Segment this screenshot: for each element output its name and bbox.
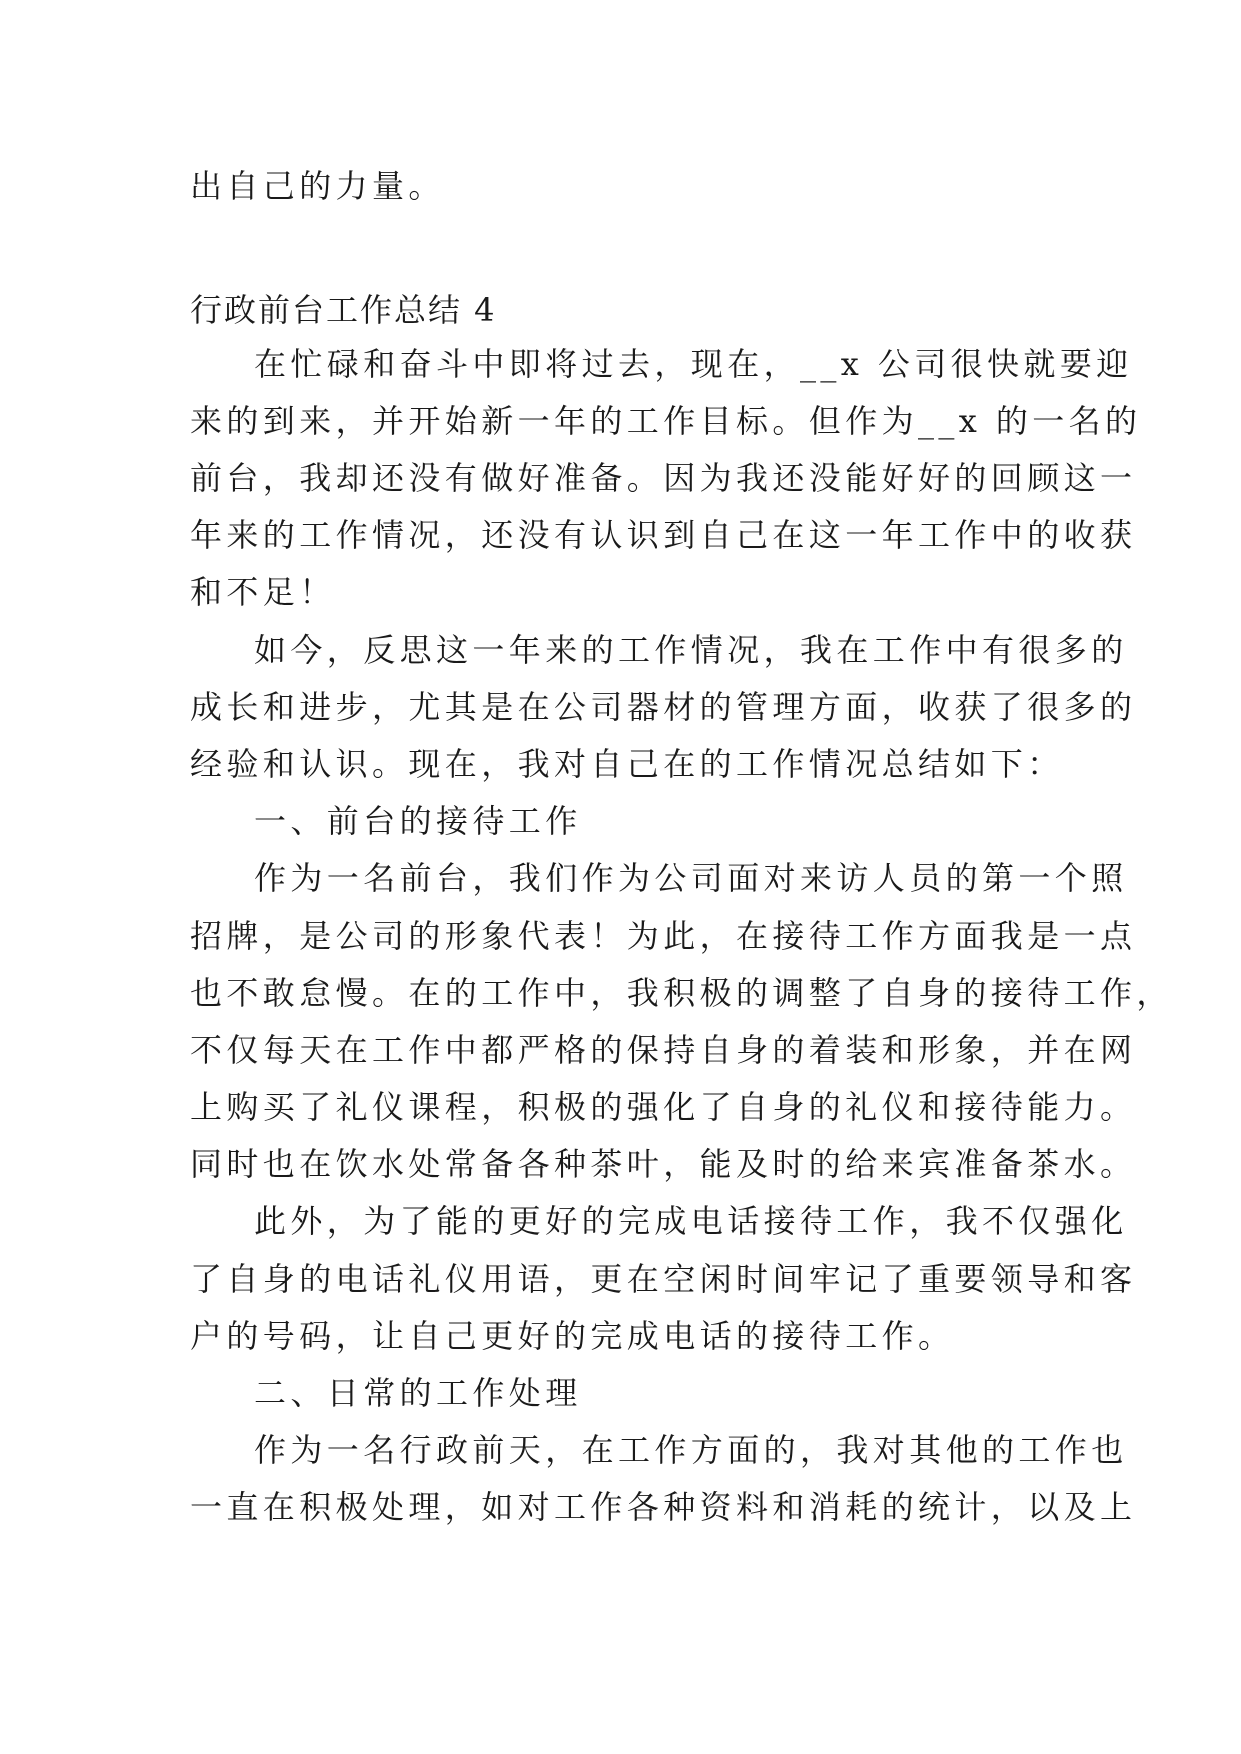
subheading: 一、前台的接待工作 bbox=[254, 802, 582, 840]
text-line: 如今，反思这一年来的工作情况，我在工作中有很多的 bbox=[254, 631, 1128, 669]
text-line: 前台，我却还没有做好准备。因为我还没能好好的回顾这一 bbox=[190, 459, 1137, 497]
text-line: 上购买了礼仪课程，积极的强化了自身的礼仪和接待能力。 bbox=[190, 1088, 1137, 1126]
section-title: 行政前台工作总结 4 bbox=[190, 291, 497, 329]
text-line: 经验和认识。现在，我对自己在的工作情况总结如下： bbox=[190, 745, 1064, 783]
text-line: 来的到来，并开始新一年的工作目标。但作为__x 的一名的 bbox=[190, 402, 1142, 440]
text-line: 成长和进步，尤其是在公司器材的管理方面，收获了很多的 bbox=[190, 688, 1137, 726]
text-line: 户的号码，让自己更好的完成电话的接待工作。 bbox=[190, 1317, 955, 1355]
text-line: 年来的工作情况，还没有认识到自己在这一年工作中的收获 bbox=[190, 516, 1137, 554]
text-line: 不仅每天在工作中都严格的保持自身的着装和形象，并在网 bbox=[190, 1031, 1137, 1069]
text-line: 也不敢怠慢。在的工作中，我积极的调整了自身的接待工作， bbox=[190, 974, 1173, 1012]
text-line: 同时也在饮水处常备各种茶叶，能及时的给来宾准备茶水。 bbox=[190, 1145, 1137, 1183]
text-line: 此外，为了能的更好的完成电话接待工作，我不仅强化 bbox=[254, 1202, 1128, 1240]
text-line: 出自己的力量。 bbox=[190, 167, 445, 205]
text-line: 一直在积极处理，如对工作各种资料和消耗的统计，以及上 bbox=[190, 1488, 1137, 1526]
text-line: 和不足！ bbox=[190, 573, 336, 611]
text-line: 作为一名行政前天，在工作方面的，我对其他的工作也 bbox=[254, 1431, 1128, 1469]
subheading: 二、日常的工作处理 bbox=[254, 1374, 582, 1412]
text-line: 作为一名前台，我们作为公司面对来访人员的第一个照 bbox=[254, 859, 1128, 897]
text-line: 招牌，是公司的形象代表！为此，在接待工作方面我是一点 bbox=[190, 917, 1137, 955]
text-line: 在忙碌和奋斗中即将过去，现在，__x 公司很快就要迎 bbox=[254, 345, 1133, 383]
text-line: 了自身的电话礼仪用语，更在空闲时间牢记了重要领导和客 bbox=[190, 1260, 1137, 1298]
